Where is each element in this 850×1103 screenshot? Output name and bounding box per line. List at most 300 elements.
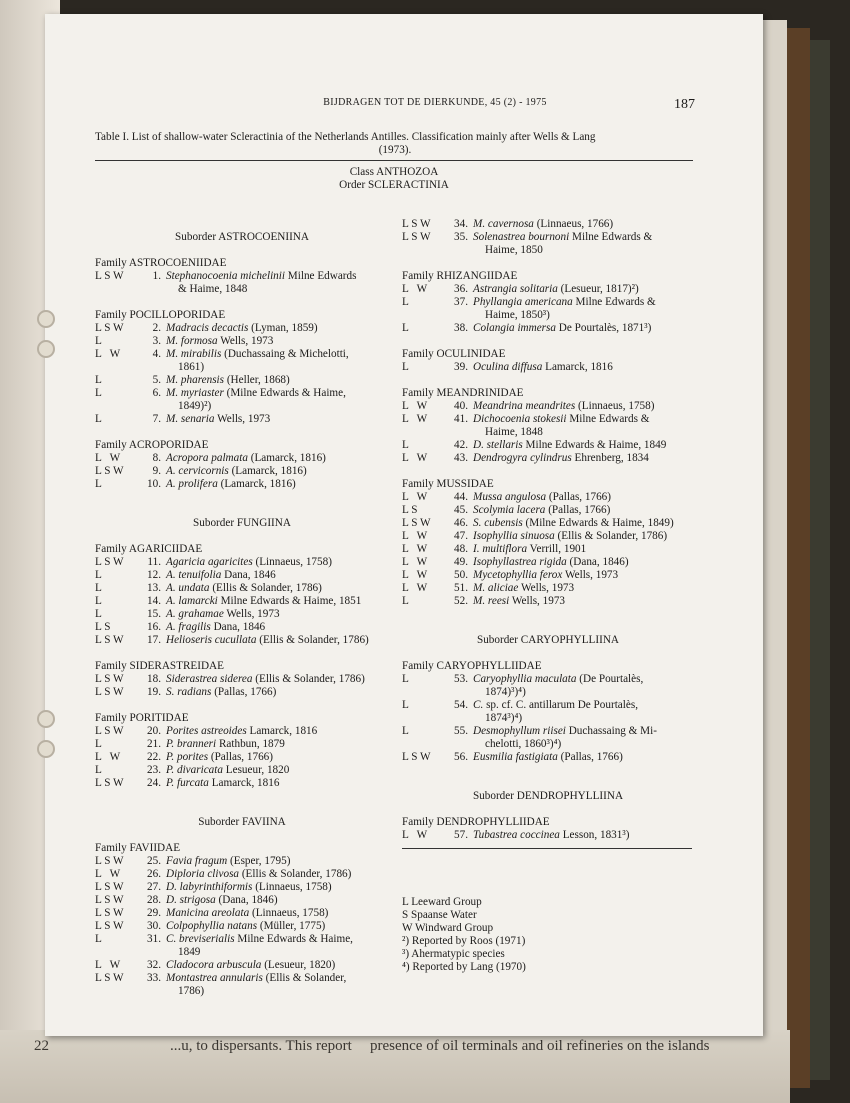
species-entry	[402, 595, 694, 608]
species-authority: Verrill, 1901	[527, 543, 587, 555]
species-name: M. mirabilis	[166, 348, 222, 360]
species-text	[473, 491, 694, 504]
species-entry	[95, 855, 389, 868]
table-bottom-rule	[402, 848, 692, 849]
species-text	[473, 569, 694, 582]
species-entry	[402, 491, 694, 504]
species-text	[166, 738, 389, 751]
entry-number: 2.	[152, 322, 161, 334]
species-authority: (De Pourtalès,	[576, 673, 644, 685]
species-text	[473, 699, 694, 725]
distribution-code: L S W	[95, 270, 124, 282]
species-text	[473, 452, 694, 465]
entry-number: 36.	[454, 283, 468, 295]
species-name: Isophyllastrea rigida	[473, 556, 567, 568]
species-entry	[402, 413, 694, 439]
binder-hole	[37, 740, 55, 758]
species-name: P. branneri	[166, 738, 217, 750]
entry-number: 22.	[147, 751, 161, 763]
species-name: Desmophyllum riisei	[473, 725, 566, 737]
species-name: A. prolifera	[166, 478, 218, 490]
entry-number: 55.	[454, 725, 468, 737]
species-name: D. stellaris	[473, 439, 523, 451]
entry-number: 13.	[147, 582, 161, 594]
entry-number: 44.	[454, 491, 468, 503]
entry-number: 45.	[454, 504, 468, 516]
underlying-text-right: presence of oil terminals and oil refineries on the islands	[370, 1038, 710, 1054]
entry-number: 51.	[454, 582, 468, 594]
species-entry	[95, 608, 389, 621]
species-text	[166, 608, 389, 621]
entry-number: 21.	[147, 738, 161, 750]
suborder-heading: Suborder FAVIINA	[198, 816, 286, 828]
species-authority: Wells, 1973	[223, 608, 280, 620]
species-name: Helioseris cucullata	[166, 634, 257, 646]
entry-number: 25.	[147, 855, 161, 867]
species-authority: Milne Edwards	[285, 270, 357, 282]
entry-number: 46.	[454, 517, 468, 529]
species-name: M. reesi	[473, 595, 510, 607]
species-authority: (Pallas, 1766)	[546, 491, 611, 503]
distribution-code: L	[95, 582, 102, 594]
species-text	[166, 855, 389, 868]
species-entry	[402, 231, 694, 257]
species-entry	[402, 517, 694, 530]
species-authority: (Dana, 1846)	[566, 556, 629, 568]
distribution-code: L W	[95, 751, 121, 763]
species-entry	[95, 686, 389, 699]
species-text	[166, 868, 389, 881]
species-authority: (Lesueur, 1820)	[261, 959, 336, 971]
species-name: Dendrogyra cylindrus	[473, 452, 572, 464]
species-name: P. porites	[166, 751, 209, 763]
entry-number: 41.	[454, 413, 468, 425]
distribution-code: L	[402, 699, 409, 711]
species-text	[166, 777, 389, 790]
species-authority: (Esper, 1795)	[227, 855, 291, 867]
distribution-code: L W	[402, 283, 428, 295]
species-authority: (Ellis & Solander, 1786)	[554, 530, 668, 542]
distribution-code: L S W	[95, 894, 124, 906]
species-entry	[402, 556, 694, 569]
family-heading: Family MEANDRINIDAE	[402, 387, 524, 399]
species-authority-cont: 1861)	[178, 361, 205, 373]
species-name: Solenastrea bournoni	[473, 231, 570, 243]
entry-number: 23.	[147, 764, 161, 776]
species-entry	[402, 452, 694, 465]
family-heading: Family ACROPORIDAE	[95, 439, 209, 451]
distribution-code: L S W	[95, 855, 124, 867]
species-authority: (Lamarck, 1816)	[217, 478, 296, 490]
species-entry	[95, 465, 389, 478]
species-text	[166, 959, 389, 972]
entry-number: 24.	[147, 777, 161, 789]
species-authority-cont: 1786)	[178, 985, 205, 997]
distribution-code: L	[95, 764, 102, 776]
legend-item: L Leeward Group	[402, 896, 482, 908]
entry-number: 12.	[147, 569, 161, 581]
species-text	[473, 361, 694, 374]
distribution-code: L	[95, 413, 102, 425]
distribution-code: L	[95, 387, 102, 399]
species-entry	[402, 530, 694, 543]
species-entry	[402, 296, 694, 322]
distribution-code: L	[402, 673, 409, 685]
distribution-code: L	[402, 322, 409, 334]
entry-number: 6.	[152, 387, 161, 399]
underlying-page-text	[0, 1036, 760, 1062]
species-authority: (Ellis & Solander,	[262, 972, 347, 984]
species-authority: Ehrenberg, 1834	[571, 452, 649, 464]
species-entry	[95, 725, 389, 738]
distribution-code: L S W	[402, 517, 431, 529]
distribution-code: L S W	[402, 218, 431, 230]
species-authority: (Pallas, 1766)	[211, 686, 277, 698]
species-authority: (Pallas, 1766)	[208, 751, 274, 763]
species-entry	[402, 569, 694, 582]
species-name: Meandrina meandrites	[473, 400, 576, 412]
distribution-code: L	[95, 569, 102, 581]
species-text	[166, 348, 389, 374]
suborder-heading: Suborder CARYOPHYLLIINA	[476, 634, 619, 646]
species-text	[166, 335, 389, 348]
entry-number: 7.	[152, 413, 161, 425]
species-entry	[95, 868, 389, 881]
species-name: D. labyrinthiformis	[166, 881, 253, 893]
species-authority: (Linnaeus, 1758)	[252, 556, 332, 568]
species-entry	[95, 972, 389, 998]
species-entry	[95, 374, 389, 387]
species-authority-cont: & Haime, 1848	[178, 283, 248, 295]
species-name: M. formosa	[166, 335, 218, 347]
species-name: Isophyllia sinuosa	[473, 530, 555, 542]
suborder-heading: Suborder ASTROCOENIINA	[175, 231, 309, 243]
entry-number: 35.	[454, 231, 468, 243]
binder-hole	[37, 340, 55, 358]
entry-number: 54.	[454, 699, 468, 711]
species-name: D. strigosa	[166, 894, 216, 906]
entry-number: 4.	[152, 348, 161, 360]
species-name: P. divaricata	[166, 764, 223, 776]
species-authority: Dana, 1846	[210, 621, 266, 633]
entry-number: 43.	[454, 452, 468, 464]
suborder-heading: Suborder DENDROPHYLLIINA	[472, 790, 624, 802]
spacer	[402, 374, 694, 387]
species-authority: Milne Edwards & Haime,	[234, 933, 353, 945]
species-authority-cont: 1849)²)	[178, 400, 212, 412]
entry-number: 19.	[147, 686, 161, 698]
family-heading: Family POCILLOPORIDAE	[95, 309, 226, 321]
species-authority: Wells, 1973	[518, 582, 575, 594]
distribution-code: L	[95, 595, 102, 607]
family-heading: Family AGARICIIDAE	[95, 543, 203, 555]
distribution-code: L W	[402, 452, 428, 464]
species-authority: (Milne Edwards & Haime,	[223, 387, 346, 399]
species-name: A. undata	[166, 582, 210, 594]
species-entry	[95, 335, 389, 348]
distribution-code: L	[95, 608, 102, 620]
species-authority: sp. cf. C. antillarum De Pourtalès,	[483, 699, 638, 711]
species-entry	[95, 764, 389, 777]
species-entry	[95, 413, 389, 426]
entry-number: 10.	[147, 478, 161, 490]
entry-number: 47.	[454, 530, 468, 542]
order-heading: Order SCLERACTINIA	[339, 179, 449, 191]
species-text	[473, 751, 694, 764]
species-name: S. cubensis	[473, 517, 523, 529]
species-authority: (Ellis & Solander, 1786)	[239, 868, 352, 880]
species-authority: Milne Edwards & Haime, 1851	[217, 595, 362, 607]
spacer	[402, 647, 694, 660]
distribution-code: L	[95, 738, 102, 750]
class-heading: Class ANTHOZOA	[349, 166, 439, 178]
species-entry	[95, 270, 389, 296]
species-name: Caryophyllia maculata	[473, 673, 577, 685]
distribution-code: L S W	[402, 231, 431, 243]
caption-line: Table I. List of shallow-water Scleractinia of the Netherlands Antilles. Classification mainly after Wells & Lang	[95, 131, 596, 143]
species-text	[473, 322, 694, 335]
entry-number: 5.	[152, 374, 161, 386]
species-authority: Milne Edwards & Haime, 1849	[522, 439, 667, 451]
suborder-heading: Suborder FUNGIINA	[193, 517, 291, 529]
species-text	[166, 595, 389, 608]
page-number: 187	[674, 97, 695, 112]
legend-item: ²) Reported by Roos (1971)	[402, 935, 526, 947]
distribution-code: L S W	[95, 725, 124, 737]
species-authority: (Dana, 1846)	[215, 894, 278, 906]
entry-number: 39.	[454, 361, 468, 373]
family-heading: Family OCULINIDAE	[402, 348, 506, 360]
distribution-code: L W	[95, 348, 121, 360]
entry-number: 48.	[454, 543, 468, 555]
species-text	[166, 270, 389, 296]
family-heading: Family SIDERASTREIDAE	[95, 660, 224, 672]
species-entry	[95, 595, 389, 608]
legend-item: ⁴) Reported by Lang (1970)	[402, 961, 526, 973]
species-authority: (Heller, 1868)	[224, 374, 290, 386]
species-name: Siderastrea siderea	[166, 673, 253, 685]
species-name: Acropora palmata	[166, 452, 248, 464]
species-entry	[95, 478, 389, 491]
species-entry	[95, 582, 389, 595]
family-heading: Family FAVIIDAE	[95, 842, 181, 854]
distribution-code: L W	[95, 959, 121, 971]
distribution-code: L W	[402, 413, 428, 425]
spacer	[402, 764, 694, 790]
species-text	[473, 400, 694, 413]
species-text	[473, 673, 694, 699]
species-text	[473, 504, 694, 517]
species-text	[473, 543, 694, 556]
species-authority: Duchassaing & Mi-	[565, 725, 657, 737]
species-entry	[402, 699, 694, 725]
distribution-code: L W	[402, 582, 428, 594]
right-column	[402, 218, 694, 842]
species-text	[473, 517, 694, 530]
distribution-code: L	[402, 595, 409, 607]
family-heading: Family ASTROCOENIIDAE	[95, 257, 227, 269]
entry-number: 53.	[454, 673, 468, 685]
species-authority: De Pourtalès, 1871³)	[555, 322, 652, 334]
species-authority: Milne Edwards &	[572, 296, 656, 308]
species-authority: (Lesueur, 1817)²)	[557, 283, 639, 295]
entry-number: 14.	[147, 595, 161, 607]
running-header: BIJDRAGEN TOT DE DIERKUNDE, 45 (2) - 1975	[323, 97, 547, 108]
species-entry	[402, 361, 694, 374]
species-authority: (Lamarck, 1816)	[247, 452, 326, 464]
entry-number: 34.	[454, 218, 468, 230]
spacer	[95, 296, 389, 309]
species-name: Manicina areolata	[166, 907, 250, 919]
entry-number: 11.	[147, 556, 161, 568]
entry-number: 29.	[147, 907, 161, 919]
entry-number: 27.	[147, 881, 161, 893]
species-name: Dichocoenia stokesii	[473, 413, 567, 425]
species-authority-cont: chelotti, 1860³)⁴)	[485, 738, 562, 750]
entry-number: 16.	[147, 621, 161, 633]
species-name: A. fragilis	[166, 621, 211, 633]
species-name: Colangia immersa	[473, 322, 556, 334]
species-text	[473, 595, 694, 608]
distribution-code: L	[95, 933, 102, 945]
species-name: C. breviserialis	[166, 933, 235, 945]
species-name: M. myriaster	[166, 387, 224, 399]
species-authority: (Duchassaing & Michelotti,	[221, 348, 349, 360]
species-text	[473, 439, 694, 452]
distribution-code: L S W	[95, 686, 124, 698]
entry-number: 38.	[454, 322, 468, 334]
spacer	[402, 608, 694, 634]
species-name: M. aliciae	[473, 582, 519, 594]
species-authority: (Müller, 1775)	[257, 920, 326, 932]
species-authority: Wells, 1973	[509, 595, 566, 607]
spacer	[95, 530, 389, 543]
species-authority: Wells, 1973	[214, 413, 271, 425]
distribution-code: L W	[402, 491, 428, 503]
family-heading: Family RHIZANGIIDAE	[402, 270, 518, 282]
species-text	[166, 322, 389, 335]
species-entry	[95, 621, 389, 634]
species-entry	[95, 894, 389, 907]
entry-number: 30.	[147, 920, 161, 932]
species-text	[166, 621, 389, 634]
species-text	[166, 374, 389, 387]
species-name: M. pharensis	[166, 374, 225, 386]
species-authority: Wells, 1973	[562, 569, 619, 581]
distribution-code: L W	[402, 569, 428, 581]
species-entry	[95, 556, 389, 569]
entry-number: 31.	[147, 933, 161, 945]
species-authority-cont: 1874³)⁴)	[485, 712, 523, 724]
species-text	[473, 530, 694, 543]
species-authority: Dana, 1846	[221, 569, 276, 581]
species-text	[166, 465, 389, 478]
species-text	[473, 283, 694, 296]
species-entry	[402, 673, 694, 699]
species-authority: (Lamarck, 1816)	[228, 465, 307, 477]
spacer	[95, 647, 389, 660]
species-name: C.	[473, 699, 484, 711]
entry-number: 52.	[454, 595, 468, 607]
species-entry	[95, 348, 389, 374]
entry-number: 20.	[147, 725, 161, 737]
document-page	[45, 14, 763, 1036]
species-authority: Milne Edwards &	[566, 413, 650, 425]
species-text	[166, 413, 389, 426]
entry-number: 42.	[454, 439, 468, 451]
species-text	[473, 582, 694, 595]
distribution-code: L S W	[402, 751, 431, 763]
family-heading: Family PORITIDAE	[95, 712, 189, 724]
species-authority: (Ellis & Solander, 1786)	[209, 582, 322, 594]
species-text	[166, 686, 389, 699]
distribution-code: L W	[402, 543, 428, 555]
species-name: A. cervicornis	[166, 465, 229, 477]
entry-number: 18.	[147, 673, 161, 685]
legend-item: ³) Ahermatypic species	[402, 948, 505, 960]
species-name: Cladocora arbuscula	[166, 959, 262, 971]
spacer	[402, 257, 694, 270]
species-name: Diploria clivosa	[166, 868, 240, 880]
binder-hole	[37, 310, 55, 328]
species-entry	[402, 283, 694, 296]
species-text	[166, 764, 389, 777]
species-name: Phyllangia americana	[473, 296, 573, 308]
distribution-code: L S W	[95, 881, 124, 893]
underlying-page-number: 22	[34, 1038, 49, 1054]
distribution-code: L W	[95, 868, 121, 880]
species-text	[166, 569, 389, 582]
species-text	[166, 582, 389, 595]
spacer	[95, 218, 389, 231]
species-text	[166, 634, 389, 647]
species-text	[166, 881, 389, 894]
species-name: Eusmilia fastigiata	[473, 751, 558, 763]
species-text	[473, 413, 694, 439]
spacer	[95, 790, 389, 816]
species-text	[166, 673, 389, 686]
species-name: A. tenuifolia	[166, 569, 222, 581]
species-entry	[402, 751, 694, 764]
entry-number: 8.	[152, 452, 161, 464]
distribution-code: L	[95, 374, 102, 386]
species-text	[166, 556, 389, 569]
distribution-code: L W	[402, 530, 428, 542]
entry-number: 37.	[454, 296, 468, 308]
species-entry	[402, 582, 694, 595]
entry-number: 50.	[454, 569, 468, 581]
species-entry	[402, 504, 694, 517]
spacer	[402, 803, 694, 816]
distribution-code: L S W	[95, 920, 124, 932]
entry-number: 32.	[147, 959, 161, 971]
species-name: Porites astreoides	[166, 725, 247, 737]
species-entry	[402, 543, 694, 556]
binder-hole	[37, 710, 55, 728]
species-text	[166, 725, 389, 738]
species-entry	[95, 322, 389, 335]
species-name: P. furcata	[166, 777, 209, 789]
distribution-code: L W	[402, 829, 428, 841]
species-entry	[402, 725, 694, 751]
entry-number: 49.	[454, 556, 468, 568]
entry-number: 33.	[147, 972, 161, 984]
species-entry	[95, 673, 389, 686]
species-authority: (Lyman, 1859)	[248, 322, 318, 334]
spacer	[402, 465, 694, 478]
species-entry	[95, 959, 389, 972]
species-name: Stephanocoenia michelinii	[166, 270, 285, 282]
